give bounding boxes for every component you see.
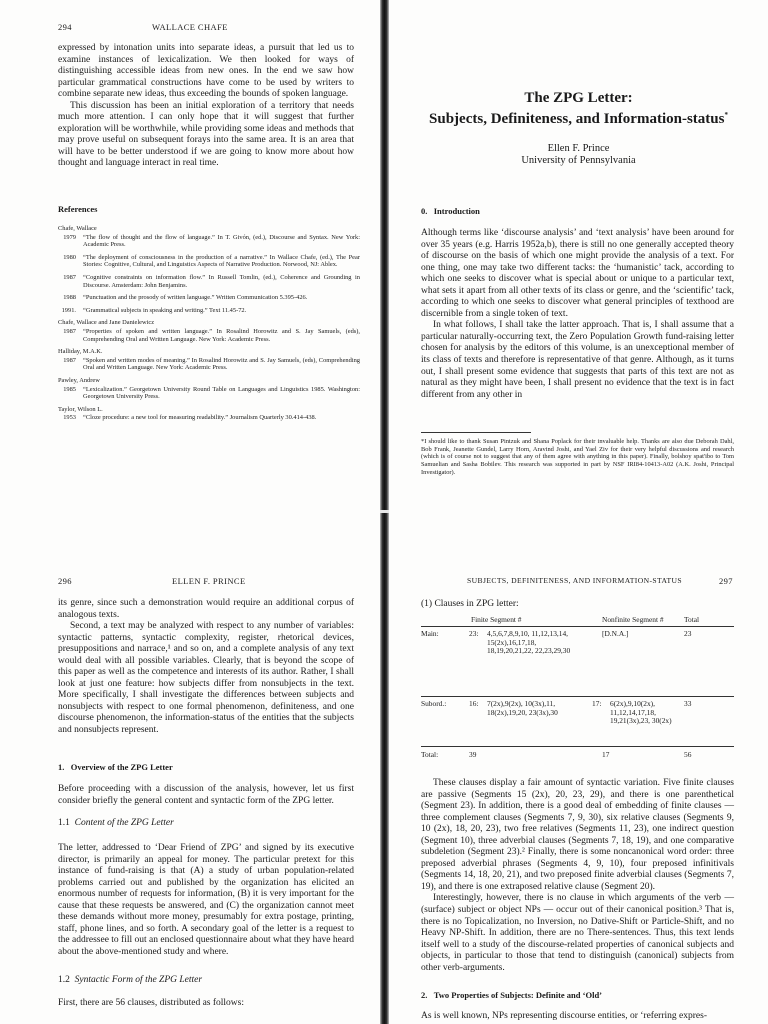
section-heading xyxy=(58,762,173,772)
section-heading xyxy=(421,990,602,1000)
subsection-number: 1.2 xyxy=(58,975,70,985)
finite-count: 39 xyxy=(469,750,477,759)
paragraph: Second, a text may be analyzed with respect to any number of variables: syntactic patterns, syntactic complexity, register, rhetorical devices, presuppositions and narrace,¹ and so on, and a complete analysis of any text would deal with all possible variables. Clearly, that is beyond the scope of this paper as well as the competence and interests of its author. Rather, I shall look at just one feature: how subjects differ from nonsubjects in the text. More specifically, I shall investigate the differences between subjects and nonsubjects with respect to one formal phenomenon, definiteness, and one discourse phenomenon, the information-status of the entities that the subjects and nonsubjects represent. xyxy=(58,621,354,736)
row-label: Total: xyxy=(421,750,439,759)
subsection-title: Syntactic Form of the ZPG Letter xyxy=(74,975,203,985)
subsection-title: Content of the ZPG Letter xyxy=(74,818,174,828)
reference-entry xyxy=(58,274,360,289)
paragraph: These clauses display a fair amount of syntactic variation. Five finite clauses are passive (Segments 15 (2x), 20, 23, 29), and there is one parenthetical (Segment 23). In addition, there is a good deal of embedding of finite clauses — three complement clauses (Segments 7, 9, 30), six relative clauses (Segments 9, 10 (2x), 18, 20, 23), two free relatives (Segments 11, 23), one indirect question (Segment 10), three adverbial clauses (Segments 7, 18, 19), and one comparative subdeletion (Segment 23).² Finally, there is some noncanonical word order: three preposed adverbial phrases (Segments 4, 9, 10), four preposed infinitivals (Segments 14, 18, 20, 21), and two preposed finite adverbial clauses (Segments 7, 19), and there is one extraposed relative clause (Segment 20). xyxy=(421,778,734,892)
reference-entry xyxy=(58,357,360,372)
paragraph: expressed by intonation units into separate ideas, a pursuit that led us to examine instances of lexicalization. We then looked for ways of distinguishing accessible ideas from new ones. In the end we saw how particular grammatical constructions have come to be used by writers to combine separate new ideas, thus exceeding the bounds of spoken language. xyxy=(58,43,354,100)
references-heading: References xyxy=(58,204,98,214)
page-number: 294 xyxy=(58,22,72,32)
reference-text: “The deployment of consciousness in the production of a narrative.” In Wallace Chafe, (ed.), The Pear Stories: Cognitive, Cultural, and Linguistics Aspects of Narrative Production. Norwood, NJ: Ablex. xyxy=(83,253,360,269)
nonfinite-segments: 6(2x),9,10(2x), 11,12,14,17,18, 19,21(3x),23, 30(2x) xyxy=(610,699,672,726)
page-294 xyxy=(0,0,380,512)
body-text xyxy=(58,843,354,958)
author-name: Ellen F. Prince xyxy=(547,143,610,154)
reference-entry xyxy=(58,328,360,343)
body-text xyxy=(421,778,734,974)
reference-entry xyxy=(58,234,360,249)
body-text xyxy=(58,43,354,170)
reference-year: 1987 xyxy=(63,327,76,335)
paragraph: Although terms like ‘discourse analysis’ and ‘text analysis’ have been around for over 35 years (e.g. Harris 1952a,b), there is still no one generally accepted theory of discourse on the basis of which one might provide the analysis of a text. For one thing, one may take two different tacks: the ‘humanistic’ tack, according to which one seeks to discover what is special about or unique to a particular text, what sets it apart from all other texts of its class or genre, and the ‘scientific’ tack, according to which one seeks to discover what general principles of texthood are discernible from a single token of text. xyxy=(421,228,734,319)
reference-year: 1987 xyxy=(63,356,76,364)
nonfinite-count: 17: xyxy=(592,699,602,708)
reference-text: “Punctuation and the prosody of written language.” Written Communication 5.395-426. xyxy=(83,294,308,302)
reference-author: Halliday, M.A.K. xyxy=(58,348,103,356)
reference-text: “Lexicalization.” Georgetown University Round Table on Languages and Linguistics 1985. Washington: Georgetown University Press. xyxy=(83,385,360,401)
table-label: (1) Clauses in ZPG letter: xyxy=(421,599,519,609)
paragraph: its genre, since such a demonstration would require an additional corpus of analogous texts. xyxy=(58,598,354,620)
paragraph: In what follows, I shall take the latter approach. That is, I shall assume that a particular naturally-occurring text, the Zero Population Growth fund-raising letter chosen for analysis by the editors of this volume, is an unexceptional member of its class of texts and therefore is representative of that genre. Although, as it turns out, I shall present some evidence that suggests that parts of this text are not as natural as they might have been, I shall present no evidence that the text is in fact different from any other in xyxy=(421,320,734,400)
finite-count: 23: xyxy=(469,629,479,638)
subsection-heading xyxy=(58,975,202,985)
body-text xyxy=(421,228,734,401)
reference-text: “Properties of spoken and written language.” In Rosalind Horowitz and S. Jay Samuels, (eds), Comprehending Oral and Written Language. New York: Academic Press. xyxy=(83,327,360,343)
reference-year: 1988 xyxy=(63,294,76,302)
reference-year: 1979 xyxy=(63,233,76,241)
reference-list xyxy=(58,225,360,427)
section-number: 0. xyxy=(421,206,428,216)
nonfinite-count: 17 xyxy=(602,750,610,759)
row-total: 56 xyxy=(684,750,692,759)
row-total: 33 xyxy=(684,699,692,708)
column-header-finite: Finite Segment # xyxy=(471,615,522,624)
paragraph: The letter, addressed to ‘Dear Friend of ZPG’ and signed by its executive director, is primarily an appeal for money. The particular pretext for this instance of fund-raising is that (A) a study of urban population-related problems carried out and published by the organization has elicited an enormous number of requests for information, (B) it is very important for the cause that these requests be answered, and (C) the organization cannot meet these demands without more money, presumably for extra postage, printing, staff, phone lines, and so forth. A secondary goal of the letter is a request to the addressee to fill out an enclosed questionnaire about what they have heard about the above-mentioned study and where. xyxy=(58,843,354,957)
reference-year: 1980 xyxy=(63,253,76,261)
footnote-text: *I should like to thank Susan Pintzuk and Shana Poplack for their invaluable help. Thanks are also due Deborah Dahl, Bob Frank, Jeanette Gundel, Larry Horn, Aravind Joshi, and Yael Ziv for their very helpful discussions and research (which is of course not to suggest that any of them agree with anything in this paper). Finally, bolshoy spat'ibo to Tom Samuelian and Sasha Bobilev. This research was supported in part by NSF IRI84-10413-A02 (A.K. Joshi, Principal Investigator). xyxy=(421,438,734,476)
paragraph: Before proceeding with a discussion of the analysis, however, let us first consider briefly the general content and syntactic form of the ZPG letter. xyxy=(58,784,354,806)
body-text xyxy=(421,1011,734,1023)
title-footnote-mark: * xyxy=(724,111,728,119)
reference-entry xyxy=(58,254,360,269)
reference-entry xyxy=(58,414,360,422)
section-title: Two Properties of Subjects: Definite and ‘Old’ xyxy=(433,990,603,1000)
reference-entry xyxy=(58,307,360,315)
byline xyxy=(389,143,768,167)
body-text xyxy=(58,784,354,807)
column-header-nonfinite: Nonfinite Segment # xyxy=(602,615,664,624)
paragraph: First, there are 56 clauses, distributed as follows: xyxy=(58,998,245,1008)
article-title xyxy=(389,90,768,128)
finite-segments: 7(2x),9(2x), 10(3x),11, 18(2x),19,20, 23(3x),30 xyxy=(487,699,558,717)
reference-text: “Cognitive constraints on information flow.” In Russell Tomlin, (ed.), Coherence and Grounding in Discourse. Amsterdam: John Benjamins. xyxy=(83,273,360,289)
reference-year: 1985 xyxy=(63,385,76,393)
finite-segments: 4,5,6,7,8,9,10, 11,12,13,14, 15(2x),16,17,18, 18,19,20,21,22, 22,23,29,30 xyxy=(487,629,571,656)
row-total: 23 xyxy=(684,629,692,638)
table-rule xyxy=(421,696,734,697)
running-head: WALLACE CHAFE xyxy=(152,22,228,32)
title-line-1: The ZPG Letter: xyxy=(524,90,633,106)
running-head: SUBJECTS, DEFINITENESS, AND INFORMATION-STATUS xyxy=(467,576,683,585)
paragraph: As is well known, NPs representing discourse entities, or ‘referring expres- xyxy=(421,1011,707,1021)
column-header-total: Total xyxy=(684,615,700,624)
table-rule xyxy=(421,626,734,627)
reference-entry xyxy=(58,386,360,401)
reference-entry xyxy=(58,294,360,302)
section-heading xyxy=(421,206,480,216)
reference-year: 1991. xyxy=(61,306,76,314)
reference-year: 1953 xyxy=(63,414,76,422)
page-article-start xyxy=(389,0,768,512)
reference-author: Pawley, Andrew xyxy=(58,376,100,384)
body-text xyxy=(58,998,354,1010)
reference-text: “Cloze procedure: a new tool for measuring readability.” Journalism Quarterly 30.414-438. xyxy=(83,414,317,422)
page-297 xyxy=(389,512,768,1024)
subsection-number: 1.1 xyxy=(58,818,70,828)
body-text xyxy=(58,598,354,737)
reference-text: “Spoken and written modes of meaning.” In Rosalind Horowitz and S. Jay Samuels, (eds), Comprehending Oral and Written Language. New York: Academic Press. xyxy=(83,356,360,372)
section-number: 1. xyxy=(58,762,65,772)
page-number: 297 xyxy=(719,576,733,586)
title-line-2 xyxy=(389,107,768,128)
table-rule xyxy=(421,746,734,747)
reference-author: Taylor, Wilson L. xyxy=(58,405,103,413)
reference-text: “The flow of thought and the flow of language.” In T. Givón, (ed.), Discourse and Syntax. New York: Academic Press. xyxy=(83,233,360,249)
finite-count: 16: xyxy=(469,699,479,708)
paragraph: This discussion has been an initial exploration of a territory that needs much more attention. I can only hope that it will suggest that further exploration will be worthwhile, while providing some ideas and methods that may prove useful on subsequent forays into the same area. It is an area that will have to be better understood if we are going to know more about how thought and language interact in real time. xyxy=(58,100,354,169)
page-number: 296 xyxy=(58,576,72,586)
section-title: Introduction xyxy=(433,206,480,216)
reference-author: Chafe, Wallace and Jane Danielewicz xyxy=(58,319,155,327)
reference-text: “Grammatical subjects in speaking and writing.” Text 11.45-72. xyxy=(83,306,247,314)
footnote xyxy=(421,438,734,477)
reference-year: 1987 xyxy=(63,273,76,281)
nonfinite-segments: [D.N.A.] xyxy=(602,629,629,638)
paragraph: Interestingly, however, there is no clause in which arguments of the verb — (surface) subject or object NPs — occur out of their canonical position.³ That is, there is no Topicalization, no Inversion, no Dative-Shift or Particle-Shift, and no Heavy NP-Shift. In addition, there are no There-sentences. Thus, this text lends itself well to a study of the discourse-related properties of canonical subjects and objects, in particular to those that tend to distinguish (canonical) subjects from other verb-arguments. xyxy=(421,893,734,973)
reference-author: Chafe, Wallace xyxy=(58,225,97,232)
page-296 xyxy=(0,512,380,1024)
row-label: Subord.: xyxy=(421,699,447,708)
title-text: Subjects, Definiteness, and Information-status xyxy=(429,111,725,127)
footnote-rule xyxy=(421,432,531,433)
running-head: ELLEN F. PRINCE xyxy=(172,576,246,586)
section-number: 2. xyxy=(421,990,428,1000)
author-affiliation: University of Pennsylvania xyxy=(521,155,636,166)
section-title: Overview of the ZPG Letter xyxy=(70,762,173,772)
subsection-heading xyxy=(58,818,174,828)
row-label: Main: xyxy=(421,629,439,638)
